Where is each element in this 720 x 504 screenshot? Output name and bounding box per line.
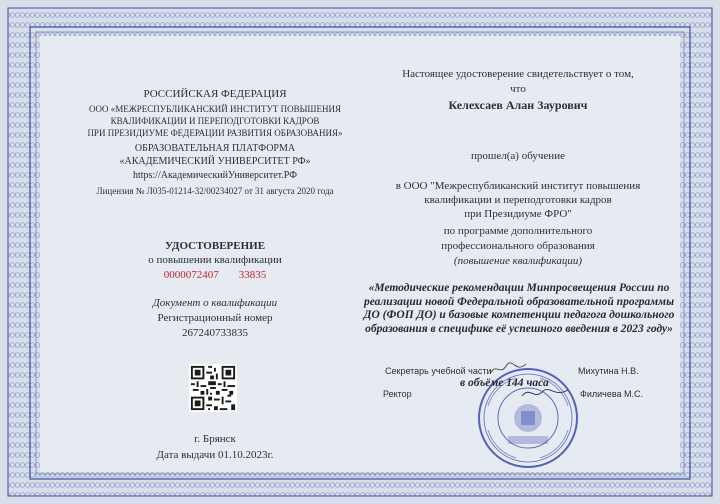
document-number: [60, 269, 370, 282]
secretary-title: Секретарь учебной части: [385, 366, 492, 376]
platform-line-2: «АКАДЕМИЧЕСКИЙ УНИВЕРСИТЕТ РФ»: [119, 156, 311, 167]
document-subtitle: о повышении квалификации: [148, 254, 282, 266]
rector-title: Ректор: [383, 389, 412, 399]
doc-number: 0000072407: [163, 269, 219, 281]
program-title: «Методические рекомендации Минпросвещения России по реализации новой Федеральной образовательной программы ДО (ФОП ДО) и базовые компетенции педагога дошкольного образования в специфике её успешного введения в 2023 году»: [363, 282, 675, 335]
org-line-3: ПРИ ПРЕЗИДИУМЕ ФЕДЕРАЦИИ РАЗВИТИЯ ОБРАЗОВАНИЯ»: [87, 128, 343, 138]
intro-text-1: Настоящее удостоверение свидетельствует о том,: [402, 68, 634, 80]
doc-series: 33835: [238, 269, 267, 281]
program-type: (повышение квалификации): [453, 255, 583, 267]
platform-line-1: ОБРАЗОВАТЕЛЬНАЯ ПЛАТФОРМА: [134, 143, 296, 154]
country-name: РОССИЙСКАЯ ФЕДЕРАЦИЯ: [143, 88, 287, 100]
right-org-line-3: при Президиуме ФРО": [464, 208, 572, 220]
secretary-name: Михутина Н.В.: [578, 366, 639, 376]
qr-code: [189, 364, 237, 412]
right-org-line-1: в ООО "Межреспубликанский институт повышения: [395, 180, 641, 192]
city: г. Брянск: [194, 433, 236, 445]
program-line-2: профессионального образования: [441, 240, 595, 252]
training-passed: прошел(а) обучение: [471, 150, 565, 162]
secretary-signature-icon: [488, 360, 528, 378]
reg-number: 267240733835: [182, 327, 248, 339]
org-line-2: КВАЛИФИКАЦИИ И ПЕРЕПОДГОТОВКИ КАДРОВ: [110, 116, 320, 126]
rector-signature-icon: [520, 384, 570, 402]
website-link: https://АкадемическийУниверситет.РФ: [132, 170, 298, 181]
hours-text: в объёме 144 часа: [460, 377, 549, 389]
qualification-doc-label: Документ о квалификации: [152, 297, 278, 309]
person-name: Келехсаев Алан Заурович: [448, 98, 588, 112]
rector-name: Филичева М.С.: [580, 389, 644, 399]
intro-text-2: что: [510, 83, 526, 95]
license-text: Лицензия № Л035-01214-32/00234027 от 31 августа 2020 года: [96, 186, 334, 196]
document-title: УДОСТОВЕРЕНИЕ: [164, 240, 266, 252]
reg-number-label: Регистрационный номер: [157, 312, 273, 324]
right-org-line-2: квалификации и переподготовки кадров: [424, 194, 612, 206]
issue-date: Дата выдачи 01.10.2023г.: [156, 449, 274, 461]
program-line-1: по программе дополнительного: [443, 225, 593, 237]
org-line-1: ООО «МЕЖРЕСПУБЛИКАНСКИЙ ИНСТИТУТ ПОВЫШЕНИЯ: [88, 104, 342, 114]
